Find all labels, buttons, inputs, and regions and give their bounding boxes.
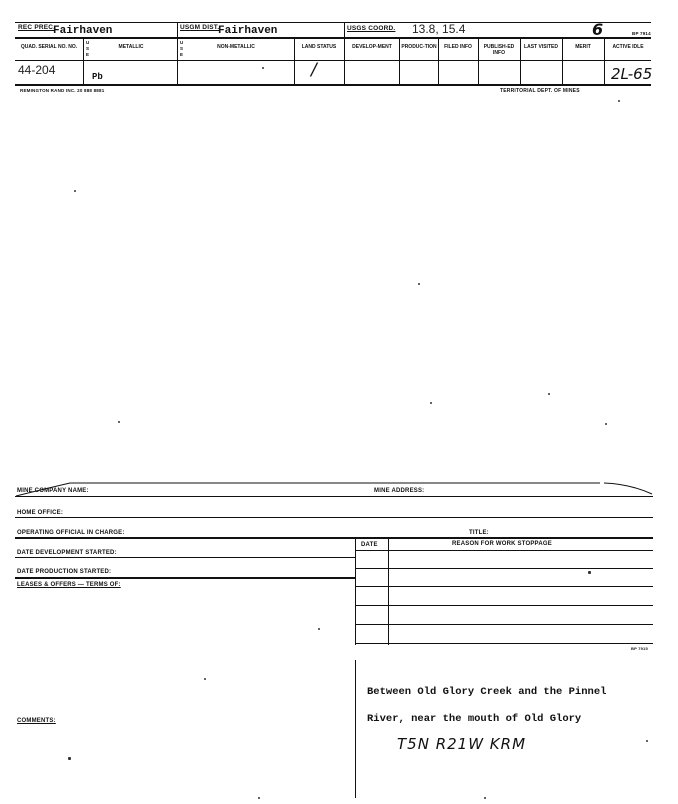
col-metallic: METALLIC <box>118 44 144 50</box>
rec-prec-value: Fairhaven <box>53 25 113 37</box>
stoppage-date-sep <box>388 537 389 645</box>
col-production: PRODUC-TION <box>401 44 437 50</box>
operating-official-label: OPERATING OFFICIAL IN CHARGE: <box>17 530 125 536</box>
notes-line-2: River, near the mouth of Old Glory <box>367 713 582 725</box>
row-bottom-border <box>15 84 651 86</box>
use-marker-non-metallic: U S E <box>180 40 184 57</box>
row-metallic: Pb <box>92 72 103 82</box>
usgm-dist-label: USGM DIST. <box>180 24 220 31</box>
stoppage-row-1 <box>355 568 653 569</box>
column-header-divider <box>15 60 651 61</box>
col-published-info: PUBLISH-ED INFO <box>483 44 515 56</box>
top-border <box>15 22 651 23</box>
form-number: BP 7914 <box>632 31 651 36</box>
col-filed-info: FILED INFO <box>444 44 472 50</box>
speck <box>258 797 260 799</box>
speck <box>548 393 550 395</box>
speck <box>74 190 76 192</box>
speck <box>484 797 486 799</box>
rule-prod-started <box>15 577 355 579</box>
col-quad-serial: QUAD. SERIAL NO. NO. <box>20 44 78 50</box>
stoppage-row-4 <box>355 624 653 625</box>
lower-form-number: BP 7915 <box>631 646 648 651</box>
footer-strip-left: REMINGTON RAND INC. 20 888 8881 <box>20 88 105 93</box>
mine-address-label: MINE ADDRESS: <box>374 488 425 494</box>
speck <box>605 423 607 425</box>
rule-official <box>15 537 653 539</box>
notes-line-1: Between Old Glory Creek and the Pinnel <box>367 686 607 698</box>
date-production-started-label: DATE PRODUCTION STARTED: <box>17 569 112 575</box>
speck <box>204 678 206 680</box>
header-divider <box>15 37 651 39</box>
stoppage-left-border <box>355 537 356 645</box>
col-development: DEVELOP-MENT <box>352 44 392 50</box>
stoppage-header-rule <box>355 550 653 551</box>
speck <box>418 283 420 285</box>
speck <box>118 421 120 423</box>
speck <box>318 628 320 630</box>
stoppage-row-3 <box>355 605 653 606</box>
speck <box>262 67 264 69</box>
footer-strip-right: TERRITORIAL DEPT. OF MINES <box>500 88 580 94</box>
rule-dev-started <box>15 557 355 558</box>
notes-handwritten: T5N R21W KRM <box>397 735 527 753</box>
stoppage-row-2 <box>355 586 653 587</box>
usgm-dist-value: Fairhaven <box>218 25 278 37</box>
sep-col-3 <box>294 38 295 85</box>
usgs-coord-label: USGS COORD. <box>347 25 396 32</box>
row-land-status: / <box>311 60 317 80</box>
col-merit: MERIT <box>575 44 591 50</box>
rec-prec-label: REC PREC. <box>18 24 56 31</box>
rule-home-office <box>15 517 653 518</box>
date-column-header: DATE <box>361 542 378 548</box>
col-non-metallic: NON-METALLIC <box>217 44 255 50</box>
sep-dist <box>177 22 178 85</box>
corner-mark: 6 <box>592 20 604 39</box>
speck <box>588 571 591 574</box>
rule-company <box>15 496 653 497</box>
title-label: TITLE: <box>469 530 489 536</box>
sep-coord <box>344 22 345 85</box>
speck <box>430 402 432 404</box>
mine-company-name-label: MINE COMPANY NAME: <box>17 488 89 494</box>
home-office-label: HOME OFFICE: <box>17 510 64 516</box>
speck <box>646 740 648 742</box>
stoppage-row-5 <box>355 643 653 644</box>
leases-offers-label: LEASES & OFFERS — TERMS OF: <box>17 582 121 588</box>
speck <box>68 757 71 760</box>
col-active-idle: ACTIVE IDLE <box>612 44 644 50</box>
date-development-started-label: DATE DEVELOPMENT STARTED: <box>17 550 117 556</box>
speck <box>618 100 620 102</box>
row-quad-serial: 44-204 <box>18 63 56 77</box>
col-land-status: LAND STATUS <box>301 44 337 50</box>
comments-divider <box>355 660 356 798</box>
usgs-coord-value: 13.8, 15.4 <box>412 22 466 36</box>
use-marker-metallic: U S E <box>86 40 90 57</box>
comments-label: COMMENTS: <box>17 718 56 724</box>
reason-column-header: REASON FOR WORK STOPPAGE <box>452 541 552 547</box>
row-active-idle: 2L-65 <box>611 65 653 83</box>
sep-col-1 <box>83 38 84 85</box>
col-last-visited: LAST VISITED <box>524 44 558 50</box>
